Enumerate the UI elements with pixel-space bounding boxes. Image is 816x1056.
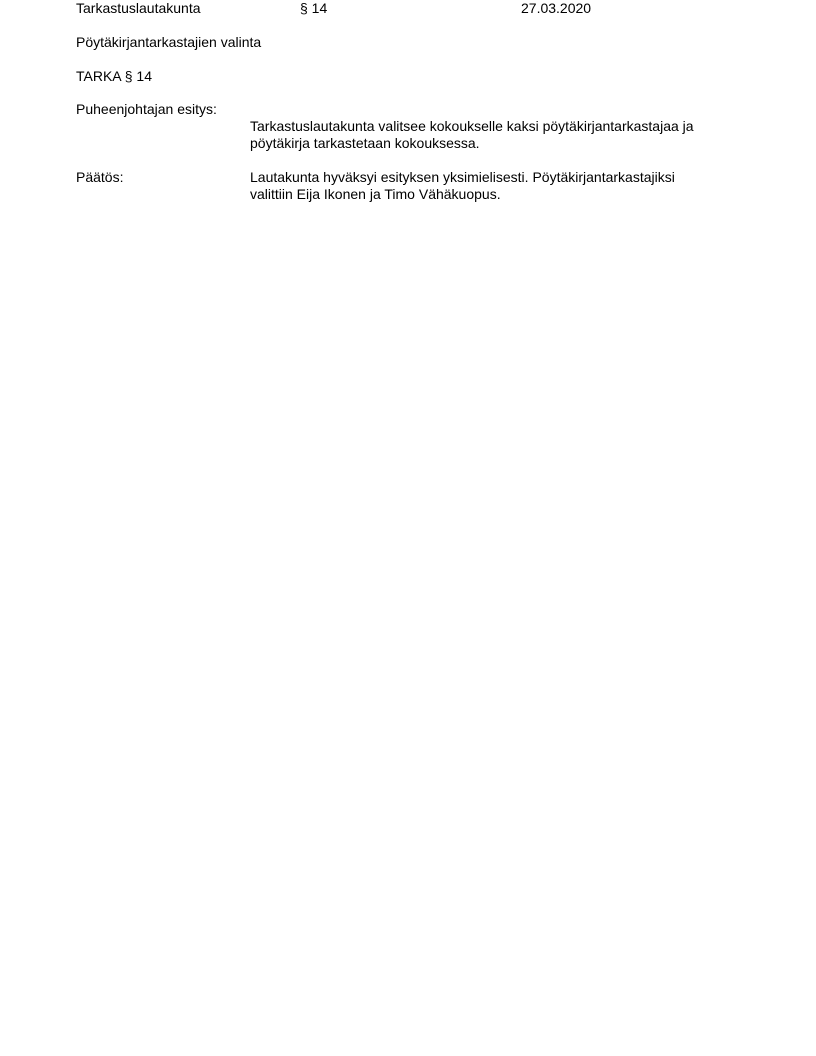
header-date: 27.03.2020: [521, 0, 592, 16]
header-body-name: Tarkastuslautakunta: [76, 0, 201, 16]
decision-label: Päätös:: [76, 169, 124, 185]
decision-line: Lautakunta hyväksyi esityksen yksimielisesti. Pöytäkirjantarkastajiksi: [250, 169, 675, 185]
decision-text: [250, 169, 740, 203]
proposal-text: [250, 118, 740, 152]
decision-line: valittiin Eija Ikonen ja Timo Vähäkuopus.: [250, 186, 501, 202]
proposal-label: Puheenjohtajan esitys:: [76, 101, 217, 117]
header-section-number: § 14: [300, 0, 328, 16]
item-title: Pöytäkirjantarkastajien valinta: [76, 34, 262, 50]
proposal-line: pöytäkirja tarkastetaan kokouksessa.: [250, 135, 480, 151]
item-reference: TARKA § 14: [76, 68, 153, 84]
proposal-line: Tarkastuslautakunta valitsee kokoukselle kaksi pöytäkirjantarkastajaa ja: [250, 118, 694, 134]
